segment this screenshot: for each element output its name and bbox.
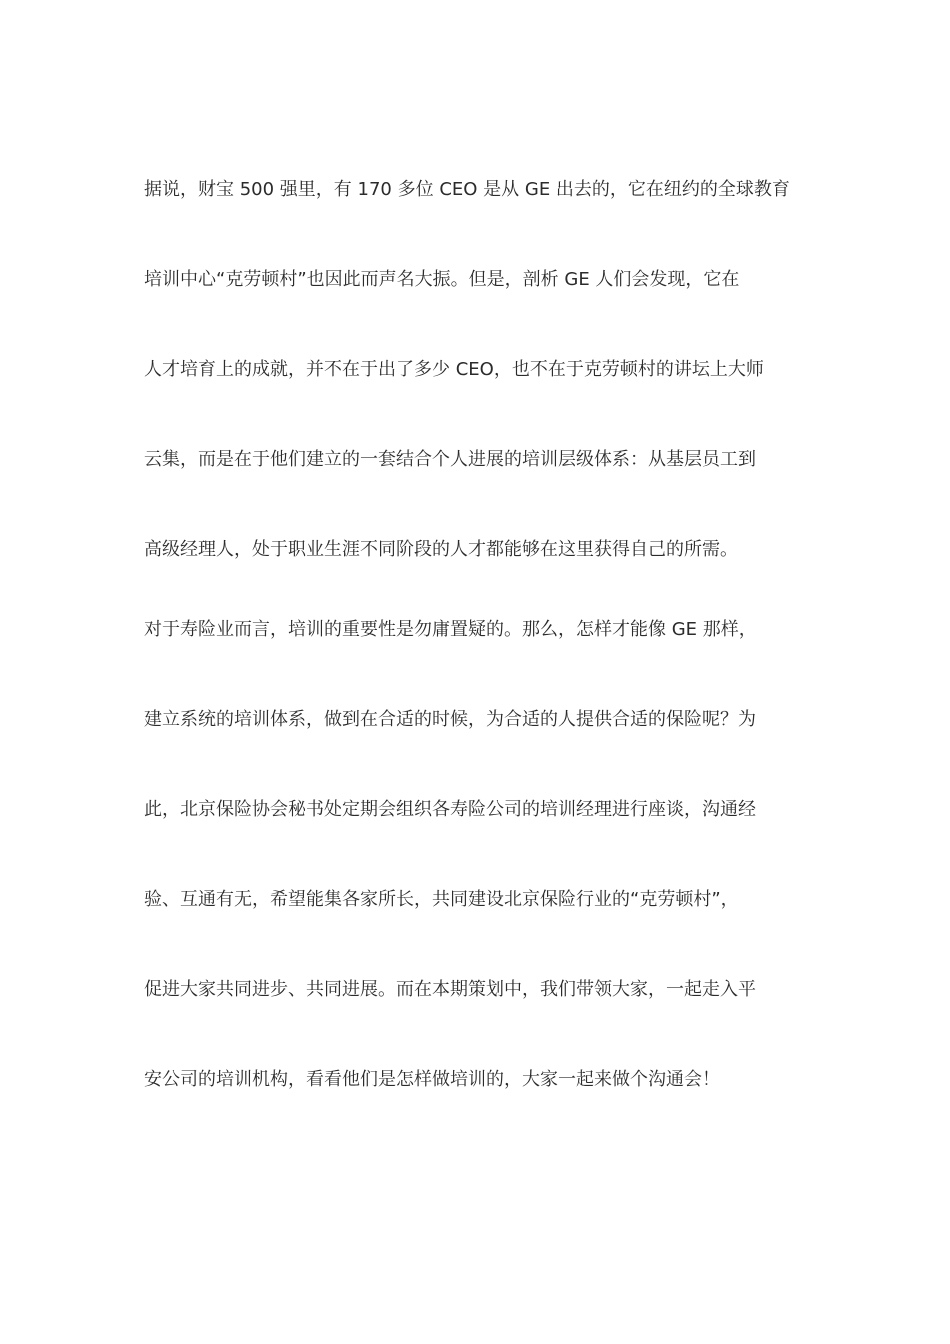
paragraph-1-line-4: 云集，而是在于他们建立的一套结合个人进展的培训层级体系：从基层员工到 (144, 449, 756, 470)
paragraph-2-line-3: 此，北京保险协会秘书处定期会组织各寿险公司的培训经理进行座谈，沟通经 (144, 799, 756, 820)
paragraph-1-line-1: 据说，财宝 500 强里，有 170 多位 CEO 是从 GE 出去的，它在纽约的全球教育 (144, 179, 790, 200)
paragraph-1-line-2: 培训中心“克劳顿村”也因此而声名大振。但是，剖析 GE 人们会发现，它在 (144, 269, 740, 290)
paragraph-2-line-1: 对于寿险业而言，培训的重要性是勿庸置疑的。那么，怎样才能像 GE 那样， (144, 619, 757, 640)
paragraph-1-line-5: 高级经理人，处于职业生涯不同阶段的人才都能够在这里获得自己的所需。 (144, 539, 738, 560)
paragraph-1-line-3: 人才培育上的成就，并不在于出了多少 CEO，也不在于克劳顿村的讲坛上大师 (144, 359, 764, 380)
paragraph-2-line-5: 促进大家共同进步、共同进展。而在本期策划中，我们带领大家，一起走入平 (144, 979, 756, 1000)
paragraph-2-line-6: 安公司的培训机构，看看他们是怎样做培训的，大家一起来做个沟通会！ (144, 1069, 720, 1090)
paragraph-2-line-2: 建立系统的培训体系，做到在合适的时候，为合适的人提供合适的保险呢？为 (144, 709, 756, 730)
paragraph-2-line-4: 验、互通有无，希望能集各家所长，共同建设北京保险行业的“克劳顿村”， (144, 889, 739, 910)
